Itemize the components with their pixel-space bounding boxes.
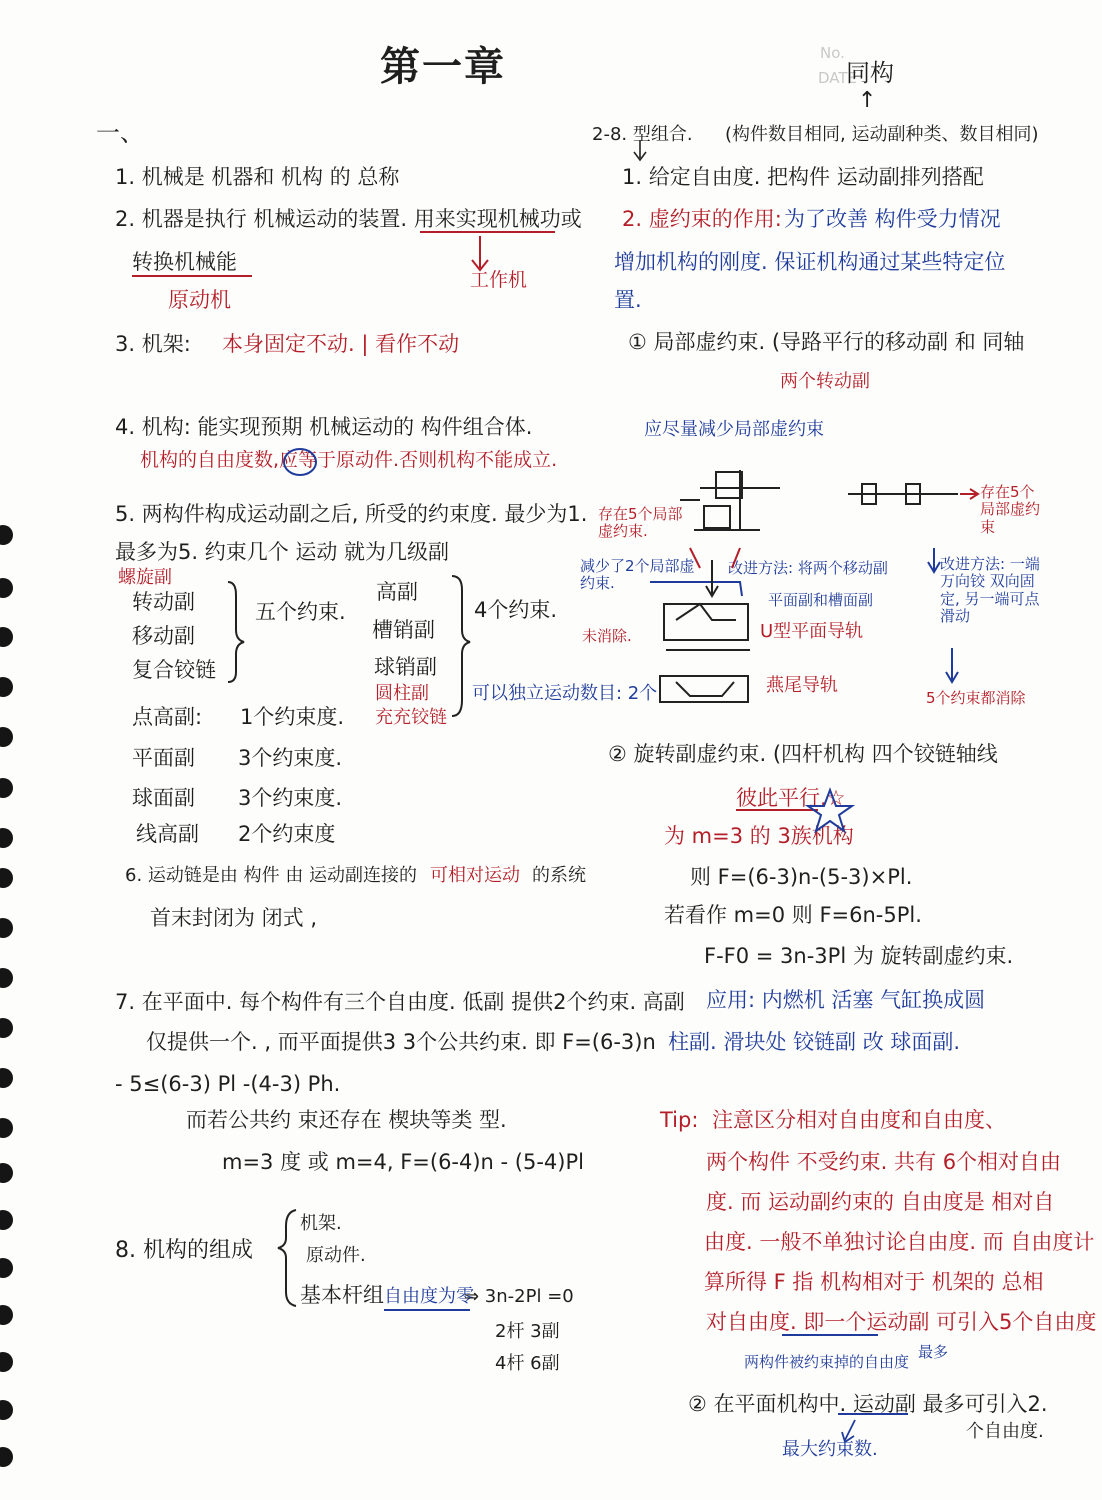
- diagram-label: U型平面导轨: [760, 621, 864, 642]
- note-line: 2. 机器是执行 机械运动的装置. 用来实现机械功或: [115, 207, 582, 231]
- note-line: 3. 机架:: [115, 332, 191, 356]
- pair-value: 3个约束度.: [238, 786, 343, 810]
- list-item: 充充铰链: [375, 707, 447, 728]
- formula-line: 则 F=(6-3)n-(5-3)×Pl.: [690, 865, 913, 889]
- note-line: 7. 在平面中. 每个构件有三个自由度. 低副 提供2个约束. 高副: [115, 990, 685, 1014]
- note-line: 而若公共约 束还存在 楔块等类 型.: [186, 1108, 507, 1132]
- list-item: 槽销副: [372, 618, 435, 642]
- note-line: 2杆 3副: [495, 1321, 560, 1342]
- list-item: 复合铰链: [132, 658, 216, 682]
- formula-line: ⇒ 3n-2Pl =0: [464, 1286, 574, 1307]
- note-line: 自由度为零: [384, 1286, 474, 1307]
- tip-line: 度. 而 运动副约束的 自由度是 相对自: [706, 1190, 1055, 1214]
- diagram-label: 5个约束都消除: [926, 689, 1026, 707]
- note-line: 最多为5. 约束几个 运动 就为几级副: [115, 540, 450, 564]
- tip-line: 最大约束数.: [782, 1439, 878, 1460]
- pair-value: 2个约束度: [238, 822, 336, 846]
- diagram-label: 改进方法: 一端万向铰 双向固定, 另一端可点滑动: [940, 555, 1040, 625]
- note-line: 应用: 内燃机 活塞 气缸换成圆: [706, 988, 986, 1012]
- diagram-label: 减少了2个局部虚约束.: [580, 557, 695, 593]
- note-line: 为 m=3 的 3族机构: [664, 824, 854, 848]
- note-line: 柱副. 滑块处 铰链副 改 球面副.: [668, 1030, 961, 1054]
- tip-label: Tip:: [660, 1108, 699, 1132]
- note-line: - 5≤(6-3) Pl -(4-3) Ph.: [115, 1072, 341, 1096]
- arrow-icon: [634, 140, 646, 160]
- pair-name: 点高副:: [132, 705, 203, 729]
- diagram-label: 未消除.: [582, 627, 632, 645]
- arrow-icon: [842, 1420, 855, 1442]
- note-line: 4杆 6副: [495, 1353, 560, 1374]
- list-item: 移动副: [132, 624, 195, 648]
- formula-line: m=3 度 或 m=4, F=(6-4)n - (5-4)Pl: [222, 1150, 584, 1174]
- tip-line: 两构件被约束掉的自由度: [744, 1353, 910, 1371]
- note-line: 应尽量减少局部虚约束: [644, 419, 824, 440]
- brace-mark: [228, 582, 244, 682]
- list-item: 转动副: [132, 590, 195, 614]
- u-guide-diagram: [650, 560, 750, 650]
- tip-line: 两个构件 不受约束. 共有 6个相对自由: [706, 1150, 1062, 1174]
- dovetail-diagram: [660, 676, 748, 702]
- diagram-label: 平面副和槽面副: [768, 591, 874, 609]
- note-line: 2. 虚约束的作用:: [622, 207, 782, 231]
- diagram-label: 改进方法: 将两个移动副: [728, 559, 888, 577]
- pair-value: 1个约束度.: [240, 705, 345, 729]
- tip-line: 对自由度. 即一个运动副 可引入5个自由度: [706, 1310, 1097, 1334]
- list-item: 球销副: [374, 655, 437, 679]
- note-line: 首末封闭为 闭式 ,: [150, 906, 318, 930]
- slider-diagram: [680, 470, 780, 568]
- list-item: 机架.: [300, 1213, 342, 1234]
- pair-name: 线高副: [136, 822, 199, 846]
- tip-line: 个自由度.: [966, 1421, 1044, 1442]
- brace-mark: [452, 576, 470, 716]
- shaft-diagram: [848, 484, 978, 682]
- brace-mark: [278, 1210, 296, 1306]
- circle-mark: [284, 449, 316, 475]
- note-line: 工作机: [470, 269, 528, 291]
- note-line: 8. 机构的组成: [115, 1238, 253, 1263]
- star-icon: [808, 790, 852, 831]
- note-line: 可相对运动: [430, 865, 520, 886]
- note-line: 两个转动副: [780, 371, 870, 392]
- note-line: 原动机: [168, 288, 231, 312]
- note-line: 的系统: [532, 865, 586, 886]
- note-line: 转换机械能: [132, 250, 237, 274]
- list-item: 基本杆组: [300, 1283, 384, 1307]
- header-no: No.: [820, 44, 845, 62]
- note-line: 五个约束.: [255, 600, 346, 624]
- tip-line: 最多: [918, 1343, 949, 1361]
- top-note: 同构: [846, 59, 894, 87]
- note-line: (构件数目相同, 运动副种类、数目相同): [725, 124, 1039, 145]
- note-line: 增加机构的刚度. 保证机构通过某些特定位: [614, 250, 1006, 274]
- note-line: ② 旋转副虚约束. (四杆机构 四个铰链轴线: [608, 742, 998, 766]
- formula-line: 若看作 m=0 则 F=6n-5Pl.: [664, 903, 922, 927]
- note-line: 1. 机械是 机器和 机构 的 总称: [115, 165, 400, 189]
- tip-line: 算所得 F 指 机构相对于 机架的 总相: [704, 1270, 1044, 1294]
- formula-line: F-F0 = 3n-3Pl 为 旋转副虚约束.: [704, 944, 1014, 968]
- header-date: DATE: [818, 69, 858, 87]
- note-line: 4. 机构: 能实现预期 机械运动的 构件组合体.: [115, 415, 533, 439]
- list-item: 高副: [376, 580, 418, 604]
- diagram-label: 燕尾导轨: [766, 675, 838, 696]
- diagram-label: 存在5个局部虚约束.: [598, 505, 683, 541]
- note-line: 2-8. 型组合.: [592, 124, 693, 145]
- note-line: 本身固定不动. | 看作不动: [222, 332, 460, 356]
- note-line: 为了改善 构件受力情况: [784, 207, 1001, 231]
- note-line: 仅提供一个. , 而平面提供3 3个公共约束. 即 F=(6-3)n: [146, 1030, 656, 1054]
- tip-line: 由度. 一般不单独讨论自由度. 而 自由度计: [704, 1230, 1095, 1254]
- diagram-label: 存在5个局部虚约束: [980, 483, 1041, 536]
- note-line: 机构的自由度数,应等于原动件.否则机构不能成立.: [140, 449, 558, 471]
- note-line: 彼此平行.☆: [736, 786, 846, 810]
- pair-value: 3个约束度.: [238, 746, 343, 770]
- pair-name: 球面副: [132, 786, 195, 810]
- note-line: ① 局部虚约束. (导路平行的移动副 和 同轴: [628, 330, 1025, 354]
- pair-name: 平面副: [132, 746, 195, 770]
- note-line: 5. 两构件构成运动副之后, 所受的约束度. 最少为1.: [115, 502, 588, 526]
- section-mark: 一、: [96, 119, 144, 147]
- list-item: 原动件.: [306, 1245, 366, 1266]
- note-line: 4个约束.: [474, 598, 558, 622]
- arrow-icon: [472, 236, 488, 270]
- note-line: 可以独立运动数目: 2个.: [472, 683, 663, 704]
- note-line: 6. 运动链是由 构件 由 运动副连接的: [125, 865, 418, 886]
- list-item: 圆柱副: [375, 683, 429, 704]
- up-arrow-icon: ↑: [858, 88, 877, 113]
- list-item: 螺旋副: [118, 567, 172, 588]
- note-line: 1. 给定自由度. 把构件 运动副排列搭配: [622, 165, 984, 189]
- note-line: 置.: [614, 288, 642, 312]
- page-title: 第一章: [380, 44, 506, 90]
- tip-line: ② 在平面机构中. 运动副 最多可引入2.: [688, 1392, 1048, 1416]
- tip-line: 注意区分相对自由度和自由度、: [712, 1108, 1006, 1132]
